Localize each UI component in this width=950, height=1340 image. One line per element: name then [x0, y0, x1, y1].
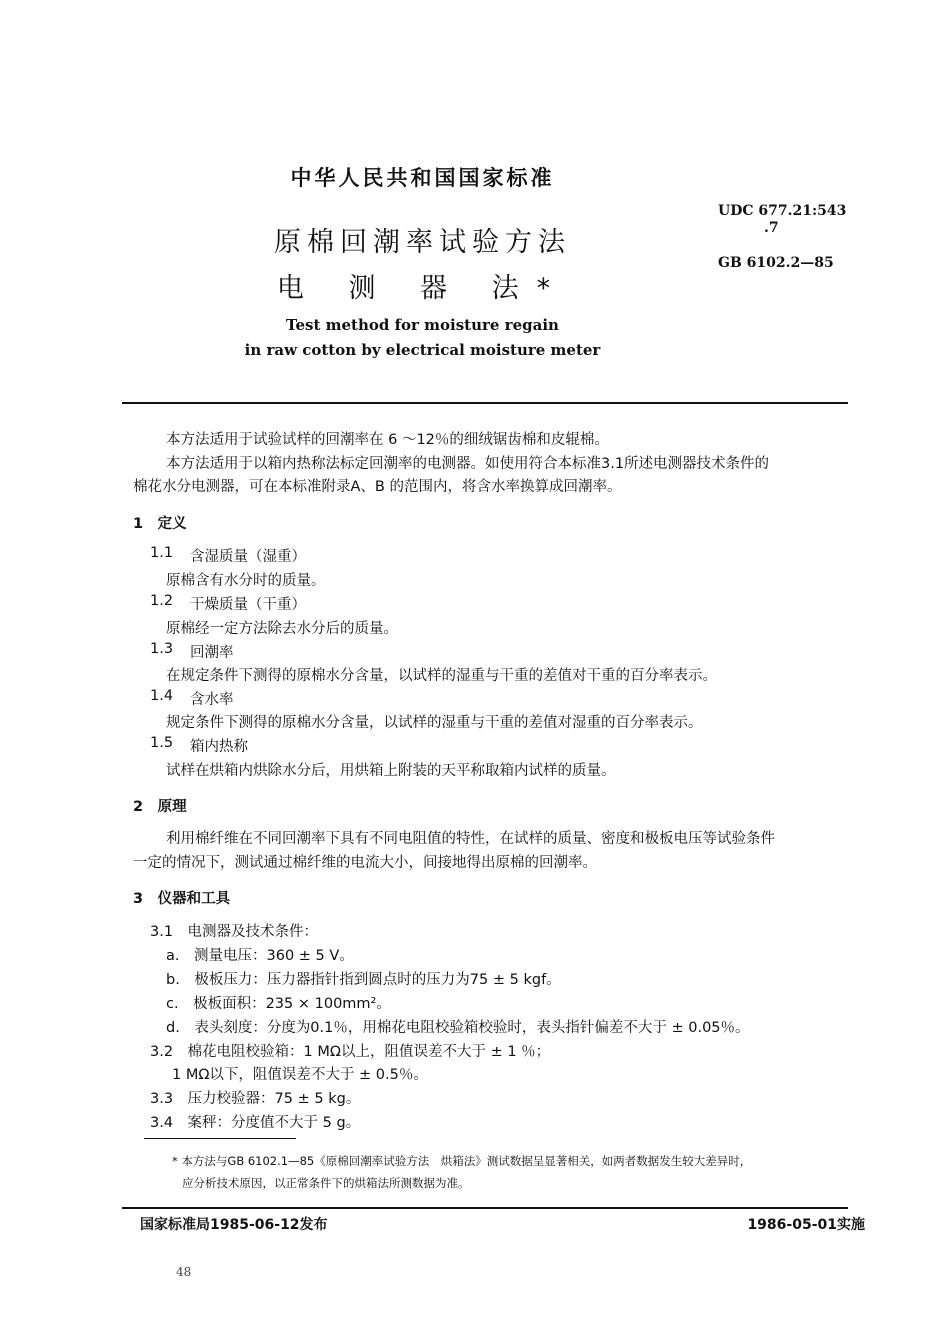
english-title-line1: Test method for moisture regain	[286, 316, 559, 334]
footnote-line2: 应分析技术原因，以正常条件下的烘箱法所测数据为准。	[182, 1176, 470, 1190]
item-1-3-term: 回潮率	[190, 645, 234, 661]
effective-date: 1986-05-01实施	[747, 1217, 865, 1233]
item-3-3: 3.3 压力校验器：75 ± 5 kg。	[150, 1091, 361, 1107]
item-1-2-number: 1.2	[150, 593, 174, 609]
header-divider	[122, 402, 848, 404]
item-1-1-definition: 原棉含有水分时的质量。	[166, 573, 326, 589]
intro-paragraph-2-line1: 本方法适用于以箱内热称法标定回潮率的电测器。如使用符合本标准3.1所述电测器技术条件的	[166, 456, 770, 472]
intro-paragraph-2-line2: 棉花水分电测器，可在本标准附录A、B 的范围内，将含水率换算成回潮率。	[133, 479, 622, 495]
item-1-4-definition: 规定条件下测得的原棉水分含量，以试样的湿重与干重的差值对湿重的百分率表示。	[166, 715, 703, 731]
item-3-1: 3.1 电测器及技术条件：	[150, 924, 319, 940]
issue-date: 国家标准局1985-06-12发布	[140, 1217, 328, 1233]
item-3-1-b: b. 极板压力：压力器指针指到圆点时的压力为75 ± 5 kgf。	[166, 972, 561, 988]
item-3-1-a: a. 测量电压：360 ± 5 V。	[166, 948, 354, 964]
item-1-5-definition: 试样在烘箱内烘除水分后，用烘箱上附装的天平称取箱内试样的质量。	[166, 763, 616, 779]
item-3-4: 3.4 案秤：分度值不大于 5 g。	[150, 1115, 361, 1131]
footnote-line1: * 本方法与GB 6102.1—85《原棉回潮率试验方法 烘箱法》测试数据呈显著相关，如两者数据发生较大差异时，	[172, 1154, 752, 1168]
page-title: 原棉回潮率试验方法	[274, 227, 571, 258]
item-1-1-term: 含湿质量（湿重）	[190, 549, 306, 565]
item-1-4-number: 1.4	[150, 688, 174, 704]
item-1-3-number: 1.3	[150, 641, 174, 657]
item-1-4-term: 含水率	[190, 692, 234, 708]
section-2-heading: 2 原理	[133, 799, 187, 815]
item-3-2: 3.2 棉花电阻校验箱：1 MΩ以上，阻值误差不大于 ± 1 ％；	[150, 1044, 551, 1060]
item-3-1-c: c. 极板面积：235 × 100mm²。	[166, 996, 391, 1012]
item-1-2-term: 干燥质量（干重）	[190, 597, 306, 613]
intro-paragraph-1: 本方法适用于试验试样的回潮率在 6 ～12％的细绒锯齿棉和皮辊棉。	[166, 432, 609, 448]
english-title-line2: in raw cotton by electrical moisture meter	[244, 341, 601, 359]
item-3-1-d: d. 表头刻度：分度为0.1％，用棉花电阻校验箱校验时，表头指针偏差不大于 ± 0.05％。	[166, 1020, 750, 1036]
gb-code: GB 6102.2—85	[718, 255, 834, 271]
item-1-2-definition: 原棉经一定方法除去水分后的质量。	[166, 621, 398, 637]
item-3-2-continuation: 1 MΩ以下，阻值误差不大于 ± 0.5％。	[172, 1067, 428, 1083]
section-2-line2: 一定的情况下，测试通过棉纤维的电流大小，间接地得出原棉的回潮率。	[133, 855, 597, 871]
footer-divider	[122, 1207, 848, 1209]
item-1-5-term: 箱内热称	[190, 739, 248, 755]
item-1-5-number: 1.5	[150, 735, 174, 751]
footnote-divider	[144, 1138, 296, 1139]
section-1-heading: 1 定义	[133, 516, 187, 532]
page-subtitle: 电 测 器 法*	[276, 273, 569, 304]
national-standard-heading: 中华人民共和国国家标准	[290, 166, 555, 190]
section-2-line1: 利用棉纤维在不同回潮率下具有不同电阻值的特性，在试样的质量、密度和极板电压等试验条件	[166, 831, 775, 847]
page-number: 48	[176, 1265, 192, 1279]
udc-code-continuation: .7	[764, 220, 779, 236]
item-1-1-number: 1.1	[150, 545, 174, 561]
item-1-3-definition: 在规定条件下测得的原棉水分含量，以试样的湿重与干重的差值对干重的百分率表示。	[166, 668, 717, 684]
section-3-heading: 3 仪器和工具	[133, 891, 231, 907]
udc-code: UDC 677.21:543	[718, 203, 847, 219]
